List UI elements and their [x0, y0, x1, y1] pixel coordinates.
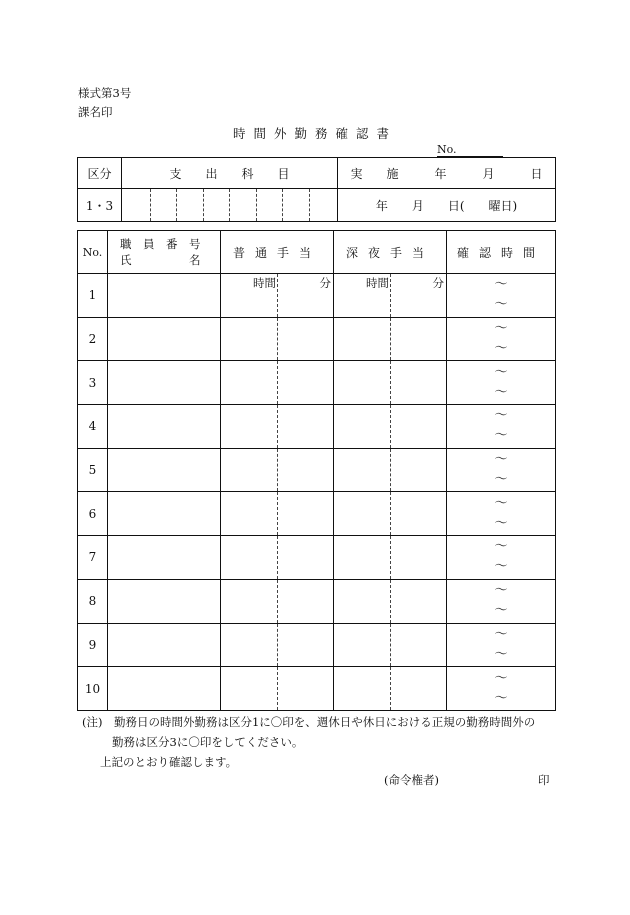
- authority-label: (命令権者): [384, 773, 439, 787]
- records-header-row: [78, 231, 556, 274]
- employee-cell[interactable]: [108, 492, 221, 536]
- time-from-tilde: ～: [494, 495, 508, 511]
- table-row: [78, 536, 556, 580]
- employee-cell[interactable]: [108, 448, 221, 492]
- minutes-unit: 分: [319, 276, 331, 290]
- confirmation-time-cell[interactable]: [447, 536, 556, 580]
- execution-date-field[interactable]: 年 月 日( 曜日): [338, 189, 556, 222]
- row-number: 2: [78, 317, 108, 361]
- time-from-tilde: ～: [494, 583, 508, 599]
- employee-cell[interactable]: [108, 274, 221, 318]
- note-line-1: (注) 勤務日の時間外勤務は区分1に〇印を、週休日や休日における正規の勤務時間外の: [82, 715, 536, 729]
- night-allowance-cell[interactable]: [334, 274, 447, 318]
- time-from-tilde: ～: [494, 321, 508, 337]
- night-allowance-cell[interactable]: [334, 317, 447, 361]
- confirmation-statement: 上記のとおり確認します。: [100, 755, 238, 769]
- regular-allowance-cell[interactable]: [221, 492, 334, 536]
- table-row: [78, 623, 556, 667]
- regular-allowance-header: 普通手当: [221, 231, 334, 274]
- time-from-tilde: ～: [494, 539, 508, 555]
- time-to-tilde: ～: [494, 384, 508, 400]
- row-number: 5: [78, 448, 108, 492]
- row-number: 9: [78, 623, 108, 667]
- employee-cell[interactable]: [108, 361, 221, 405]
- budget-item-cells[interactable]: [122, 189, 338, 222]
- employee-cell[interactable]: [108, 405, 221, 449]
- table-row: [78, 492, 556, 536]
- time-to-tilde: ～: [494, 297, 508, 313]
- time-to-tilde: ～: [494, 472, 508, 488]
- confirmation-time-cell[interactable]: [447, 579, 556, 623]
- night-allowance-cell[interactable]: [334, 623, 447, 667]
- time-to-tilde: ～: [494, 603, 508, 619]
- employee-cell[interactable]: [108, 667, 221, 711]
- row-number: 7: [78, 536, 108, 580]
- time-from-tilde: ～: [494, 408, 508, 424]
- confirmation-time-cell[interactable]: [447, 361, 556, 405]
- confirmation-time-cell[interactable]: [447, 448, 556, 492]
- confirmation-time-cell[interactable]: [447, 667, 556, 711]
- note-line-2: 勤務は区分3に〇印をしてください。: [112, 735, 304, 749]
- employee-cell[interactable]: [108, 317, 221, 361]
- seal-label[interactable]: 印: [538, 773, 550, 787]
- confirmation-time-cell[interactable]: [447, 492, 556, 536]
- division-table: [77, 157, 556, 222]
- time-to-tilde: ～: [494, 559, 508, 575]
- table-row: [78, 405, 556, 449]
- time-to-tilde: ～: [494, 690, 508, 706]
- table-row: [78, 317, 556, 361]
- night-allowance-cell[interactable]: [334, 405, 447, 449]
- confirmation-time-cell[interactable]: [447, 274, 556, 318]
- regular-allowance-cell[interactable]: [221, 579, 334, 623]
- time-from-tilde: ～: [494, 626, 508, 642]
- row-number: 3: [78, 361, 108, 405]
- table-row: [78, 667, 556, 711]
- division-header: 区分: [78, 158, 122, 189]
- night-allowance-cell[interactable]: [334, 579, 447, 623]
- table-row: [78, 361, 556, 405]
- time-from-tilde: ～: [494, 452, 508, 468]
- regular-allowance-cell[interactable]: [221, 405, 334, 449]
- budget-item-header: 支 出 科 目: [122, 158, 338, 189]
- table-row: [78, 274, 556, 318]
- document-number-field[interactable]: No.: [437, 143, 503, 157]
- confirmation-time-cell[interactable]: [447, 623, 556, 667]
- regular-allowance-cell[interactable]: [221, 623, 334, 667]
- hours-unit: 時間: [366, 276, 389, 290]
- night-allowance-cell[interactable]: [334, 536, 447, 580]
- table-row: [78, 579, 556, 623]
- division-value[interactable]: 1・3: [78, 189, 122, 222]
- division-value-row: [78, 189, 556, 222]
- night-allowance-cell[interactable]: [334, 361, 447, 405]
- time-to-tilde: ～: [494, 428, 508, 444]
- document-title: 時間外勤務確認書: [232, 126, 397, 141]
- row-number: 8: [78, 579, 108, 623]
- regular-allowance-cell[interactable]: [221, 317, 334, 361]
- overtime-records-table: [77, 230, 556, 711]
- row-number: 10: [78, 667, 108, 711]
- night-allowance-cell[interactable]: [334, 448, 447, 492]
- row-number: 4: [78, 405, 108, 449]
- regular-allowance-cell[interactable]: [221, 667, 334, 711]
- employee-cell[interactable]: [108, 536, 221, 580]
- confirmation-time-cell[interactable]: [447, 317, 556, 361]
- night-allowance-cell[interactable]: [334, 667, 447, 711]
- time-to-tilde: ～: [494, 646, 508, 662]
- table-row: [78, 448, 556, 492]
- employee-header: [108, 231, 221, 274]
- regular-allowance-cell[interactable]: [221, 536, 334, 580]
- execution-date-header: 実 施 年 月 日: [338, 158, 556, 189]
- minutes-unit: 分: [432, 276, 444, 290]
- regular-allowance-cell[interactable]: [221, 448, 334, 492]
- time-from-tilde: ～: [494, 364, 508, 380]
- employee-name-label: 氏 名: [120, 253, 201, 267]
- row-number: 6: [78, 492, 108, 536]
- employee-number-label: 職 員 番 号: [120, 237, 201, 251]
- time-from-tilde: ～: [494, 670, 508, 686]
- night-allowance-cell[interactable]: [334, 492, 447, 536]
- employee-cell[interactable]: [108, 579, 221, 623]
- confirmation-time-header: 確認時間: [447, 231, 556, 274]
- confirmation-time-cell[interactable]: [447, 405, 556, 449]
- time-to-tilde: ～: [494, 341, 508, 357]
- section-seal-label: 課名印: [78, 105, 113, 119]
- regular-allowance-cell[interactable]: [221, 274, 334, 318]
- night-allowance-header: 深夜手当: [334, 231, 447, 274]
- hours-unit: 時間: [253, 276, 276, 290]
- no-header: No.: [78, 231, 108, 274]
- time-to-tilde: ～: [494, 515, 508, 531]
- employee-cell[interactable]: [108, 623, 221, 667]
- row-number: 1: [78, 274, 108, 318]
- form-number: 様式第3号: [78, 86, 132, 100]
- time-from-tilde: ～: [494, 277, 508, 293]
- division-header-row: [78, 158, 556, 189]
- regular-allowance-cell[interactable]: [221, 361, 334, 405]
